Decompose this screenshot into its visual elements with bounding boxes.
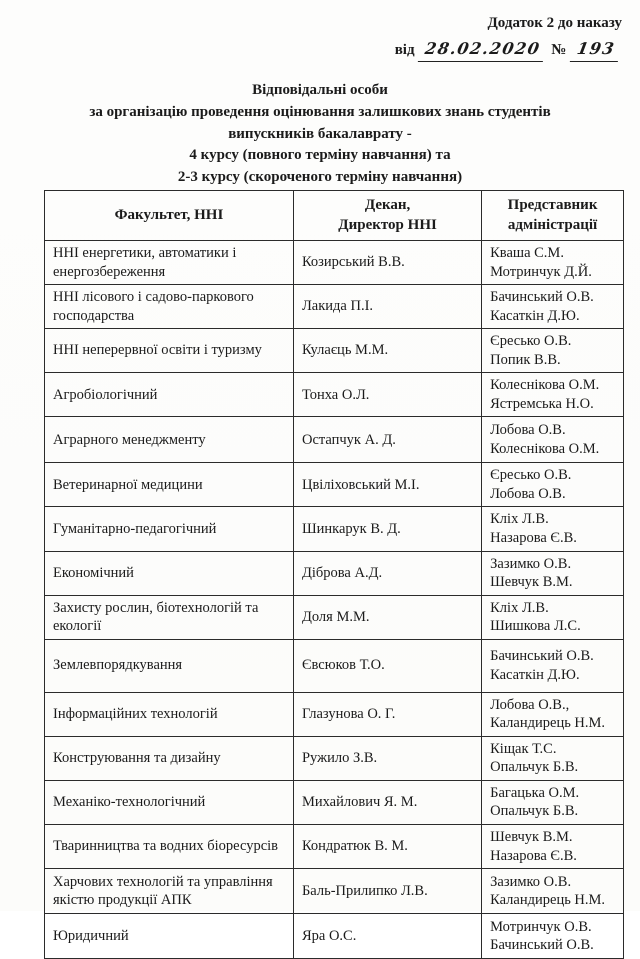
admin-name: Попик В.В. bbox=[490, 351, 561, 368]
admin-name: Опальчук Б.В. bbox=[490, 759, 579, 776]
admin-name: Ястремська Н.О. bbox=[490, 395, 594, 412]
admin-name: Бачинський О.В. bbox=[490, 289, 594, 306]
admin-representative-cell bbox=[482, 463, 624, 507]
table-row bbox=[45, 373, 624, 417]
table-row bbox=[45, 551, 624, 595]
table-row bbox=[45, 869, 624, 914]
annex-block bbox=[395, 12, 622, 62]
table-row bbox=[45, 595, 624, 639]
dean-cell: Євсюков Т.О. bbox=[293, 639, 481, 692]
admin-name: Лобова О.В. bbox=[490, 422, 566, 439]
dean-cell: Доля М.М. bbox=[293, 595, 481, 639]
admin-name: Мотринчук Д.Й. bbox=[490, 263, 592, 280]
faculty-cell: Ветеринарної медицини bbox=[45, 463, 294, 507]
faculty-cell: Тваринництва та водних біоресурсів bbox=[45, 825, 294, 869]
faculty-cell: Захисту рослин, біотехнологій та екології bbox=[45, 595, 294, 639]
admin-representative-cell bbox=[482, 417, 624, 463]
admin-name: Кіщак Т.С. bbox=[490, 740, 557, 757]
annex-number-label: № bbox=[551, 41, 567, 58]
faculty-cell: ННІ неперервної освіти і туризму bbox=[45, 329, 294, 373]
admin-representative-cell bbox=[482, 825, 624, 869]
faculty-cell: Юридичний bbox=[45, 914, 294, 959]
admin-name: Колеснікова О.М. bbox=[490, 440, 600, 457]
annex-date-handwritten: 28.02.2020 bbox=[418, 37, 548, 62]
table-row bbox=[45, 507, 624, 551]
admin-representative-cell bbox=[482, 507, 624, 551]
admin-name: Касаткін Д.Ю. bbox=[490, 666, 580, 683]
annex-order-line bbox=[395, 37, 622, 62]
table-row bbox=[45, 639, 624, 692]
admin-name: Назарова Є.В. bbox=[490, 530, 577, 547]
admin-name: Каландирець Н.М. bbox=[490, 892, 606, 909]
faculty-cell: Інформаційних технологій bbox=[45, 692, 294, 736]
admin-representative-cell bbox=[482, 595, 624, 639]
faculty-cell: Землевпорядкування bbox=[45, 639, 294, 692]
table-row bbox=[45, 736, 624, 780]
admin-name: Опальчук Б.В. bbox=[490, 803, 579, 820]
table-row bbox=[45, 780, 624, 824]
admin-name: Лобова О.В., bbox=[490, 696, 570, 713]
admin-name: Багацька О.М. bbox=[490, 784, 580, 801]
admin-representative-cell bbox=[482, 373, 624, 417]
annex-title: Додаток 2 до наказу bbox=[487, 15, 622, 31]
table-row bbox=[45, 285, 624, 329]
admin-representative-cell bbox=[482, 329, 624, 373]
dean-cell: Баль-Прилипко Л.В. bbox=[293, 869, 481, 914]
faculty-cell: Гуманітарно-педагогічний bbox=[45, 507, 294, 551]
faculty-cell: ННІ енергетики, автоматики і енергозбереження bbox=[45, 241, 294, 285]
header-dean: Декан, Директор ННІ bbox=[293, 191, 481, 241]
admin-name: Назарова Є.В. bbox=[490, 847, 577, 864]
admin-representative-cell bbox=[482, 551, 624, 595]
dean-cell: Михайлович Я. М. bbox=[293, 780, 481, 824]
title-line: 2-3 курсу (скороченого терміну навчання) bbox=[177, 169, 463, 185]
annex-from-label: від bbox=[394, 41, 415, 58]
faculty-cell: Конструювання та дизайну bbox=[45, 736, 294, 780]
table-row bbox=[45, 329, 624, 373]
title-line: 4 курсу (повного терміну навчання) та bbox=[189, 147, 451, 164]
admin-name: Єресько О.В. bbox=[490, 467, 572, 484]
admin-name: Бачинський О.В. bbox=[490, 648, 594, 665]
dean-cell: Діброва А.Д. bbox=[293, 551, 481, 595]
admin-name: Кліх Л.В. bbox=[490, 511, 549, 528]
admin-representative-cell bbox=[482, 914, 624, 959]
faculty-cell: Харчових технологій та управління якістю продукції АПК bbox=[45, 869, 294, 914]
title-line: Відповідальні особи bbox=[252, 82, 388, 98]
table-header-row bbox=[45, 191, 624, 241]
dean-cell: Тонха О.Л. bbox=[293, 373, 481, 417]
admin-name: Кліх Л.В. bbox=[490, 599, 549, 616]
admin-name: Зазимко О.В. bbox=[490, 555, 572, 572]
admin-name: Каландирець Н.М. bbox=[490, 715, 606, 732]
admin-representative-cell bbox=[482, 780, 624, 824]
table-row bbox=[45, 417, 624, 463]
admin-name: Мотринчук О.В. bbox=[490, 918, 592, 935]
responsible-persons-table bbox=[44, 190, 624, 959]
faculty-cell: ННІ лісового і садово-паркового господарства bbox=[45, 285, 294, 329]
admin-name: Кваша С.М. bbox=[490, 245, 564, 261]
document-title bbox=[30, 80, 610, 189]
admin-name: Зазимко О.В. bbox=[490, 873, 572, 890]
admin-name: Шевчук В.М. bbox=[490, 829, 573, 846]
admin-representative-cell bbox=[482, 285, 624, 329]
dean-cell: Цвіліховський М.І. bbox=[293, 463, 481, 507]
table-body bbox=[45, 241, 624, 959]
dean-cell: Козирський В.В. bbox=[293, 241, 481, 285]
admin-representative-cell bbox=[482, 639, 624, 692]
faculty-cell: Аграрного менеджменту bbox=[45, 417, 294, 463]
dean-cell: Яра О.С. bbox=[293, 914, 481, 959]
table-row bbox=[45, 463, 624, 507]
header-faculty: Факультет, ННІ bbox=[45, 191, 294, 241]
dean-cell: Кондратюк В. М. bbox=[293, 825, 481, 869]
title-line: випускників бакалаврату - bbox=[228, 125, 412, 142]
dean-cell: Глазунова О. Г. bbox=[293, 692, 481, 736]
dean-cell: Шинкарук В. Д. bbox=[293, 507, 481, 551]
faculty-cell: Механіко-технологічний bbox=[45, 780, 294, 824]
table-row bbox=[45, 241, 624, 285]
dean-cell: Кулаєць М.М. bbox=[293, 329, 481, 373]
dean-cell: Ружило З.В. bbox=[293, 736, 481, 780]
admin-representative-cell bbox=[482, 869, 624, 914]
faculty-cell: Економічний bbox=[45, 551, 294, 595]
admin-representative-cell bbox=[482, 241, 624, 285]
admin-name: Єресько О.В. bbox=[490, 333, 572, 350]
faculty-cell: Агробіологічний bbox=[45, 373, 294, 417]
admin-name: Шевчук В.М. bbox=[490, 574, 573, 591]
table-row bbox=[45, 914, 624, 959]
dean-cell: Лакида П.І. bbox=[293, 285, 481, 329]
admin-name: Бачинський О.В. bbox=[490, 937, 594, 954]
admin-name: Касаткін Д.Ю. bbox=[490, 307, 580, 324]
dean-cell: Остапчук А. Д. bbox=[293, 417, 481, 463]
title-line: за організацію проведення оцінювання залишкових знань студентів bbox=[89, 103, 551, 120]
admin-name: Колеснікова О.М. bbox=[490, 377, 600, 394]
admin-name: Лобова О.В. bbox=[490, 485, 566, 502]
table-row bbox=[45, 692, 624, 736]
admin-representative-cell bbox=[482, 736, 624, 780]
annex-number-handwritten: 193 bbox=[570, 37, 622, 62]
table-row bbox=[45, 825, 624, 869]
header-admin-representative: Представник адміністрації bbox=[482, 191, 624, 241]
admin-name: Шишкова Л.С. bbox=[490, 618, 581, 635]
admin-representative-cell bbox=[482, 692, 624, 736]
